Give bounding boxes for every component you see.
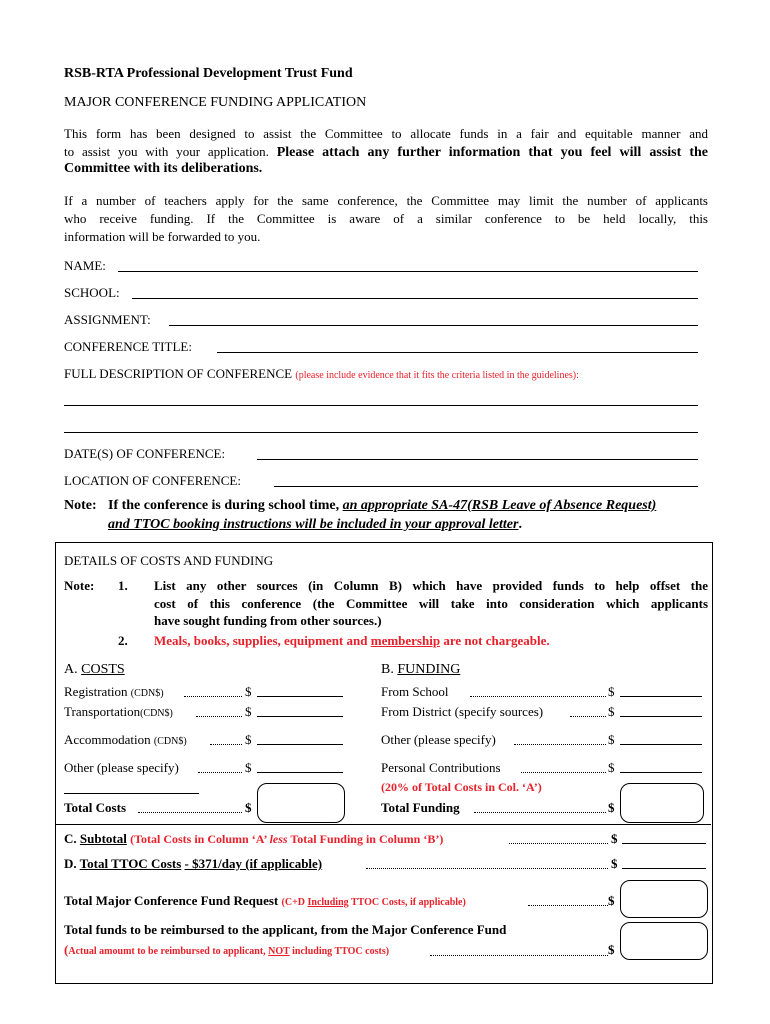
transportation-currency: $	[245, 704, 252, 719]
form-title: MAJOR CONFERENCE FUNDING APPLICATION	[64, 95, 367, 110]
total-costs-box[interactable]	[257, 783, 345, 823]
accommodation-label	[64, 732, 187, 748]
location-field[interactable]	[274, 486, 698, 487]
reimburse-label: Total funds to be reimbursed to the applicant, from the Major Conference Fund	[64, 922, 507, 937]
location-label: LOCATION OF CONFERENCE:	[64, 473, 241, 488]
request-label: Total Major Conference Fund Request	[64, 893, 279, 908]
personal-currency: $	[608, 760, 615, 775]
name-field[interactable]	[118, 271, 698, 272]
from-district-leader	[570, 716, 606, 717]
registration-currency: $	[245, 684, 252, 699]
personal-label: Personal Contributions	[381, 760, 501, 775]
ttoc-field[interactable]	[622, 868, 706, 869]
funding-other-currency: $	[608, 732, 615, 747]
costs-other-currency: $	[245, 760, 252, 775]
details-heading: DETAILS OF COSTS AND FUNDING	[64, 553, 274, 568]
subtotal-desc-start: (Total Costs in Column ‘A’	[130, 832, 267, 846]
intro-para2-line-2: who receive funding. If the Committee is aware of a similar conference to be held locally, this	[64, 211, 708, 226]
intro-line-2-start: to assist you with your application.	[64, 144, 269, 159]
reimburse-currency: $	[608, 942, 615, 957]
costs-other-label: Other (please specify)	[64, 760, 179, 775]
reimburse-note	[64, 942, 389, 958]
details-item1-line2: cost of this conference (the Committee will take into consideration which applicants	[154, 596, 708, 611]
transportation-text: Transportation	[64, 704, 141, 719]
request-note-underlined: Including	[307, 897, 349, 908]
accommodation-text: Accommodation	[64, 732, 151, 747]
transportation-label	[64, 704, 173, 720]
note-line-1	[108, 498, 656, 514]
funding-other-label: Other (please specify)	[381, 732, 496, 747]
costs-heading-letter: A.	[64, 662, 78, 677]
description-line-2[interactable]	[64, 432, 698, 433]
name-label: NAME:	[64, 258, 106, 273]
intro-para2-line-3: information will be forwarded to you.	[64, 229, 261, 244]
description-line-1[interactable]	[64, 405, 698, 406]
total-funding-label: Total Funding	[381, 800, 460, 815]
funding-other-leader	[514, 744, 606, 745]
note-line-2	[108, 517, 522, 533]
accommodation-leader	[210, 744, 242, 745]
subtotal-desc	[130, 832, 443, 846]
reimburse-leader	[430, 955, 608, 956]
costs-other-field[interactable]	[257, 772, 343, 773]
registration-leader	[184, 696, 242, 697]
fund-title: RSB-RTA Professional Development Trust Fund	[64, 66, 353, 81]
note-label: Note:	[64, 498, 97, 513]
details-item2-start: Meals, books, supplies, equipment and	[154, 633, 368, 648]
from-school-label: From School	[381, 684, 449, 699]
registration-text: Registration	[64, 684, 128, 699]
accommodation-field[interactable]	[257, 744, 343, 745]
details-item2-num: 2.	[118, 633, 128, 648]
dates-label: DATE(S) OF CONFERENCE:	[64, 446, 226, 461]
summary-divider	[56, 824, 711, 825]
total-funding-box[interactable]	[620, 783, 704, 823]
ttoc-row	[64, 856, 322, 872]
reimburse-paren: (	[64, 942, 69, 957]
request-note-start: (C+D	[281, 897, 305, 908]
details-item2	[154, 633, 550, 649]
request-currency: $	[608, 893, 615, 908]
funding-heading-letter: B.	[381, 662, 394, 677]
subtotal-leader	[509, 843, 608, 844]
funding-other-field[interactable]	[620, 744, 702, 745]
total-costs-leader	[138, 812, 242, 813]
subtotal-letter: C.	[64, 831, 77, 846]
transportation-field[interactable]	[257, 716, 343, 717]
assignment-label: ASSIGNMENT:	[64, 312, 151, 327]
school-field[interactable]	[132, 298, 698, 299]
from-district-field[interactable]	[620, 716, 702, 717]
request-note	[282, 897, 466, 908]
ttoc-letter: D.	[64, 856, 77, 871]
details-note-label: Note:	[64, 578, 95, 593]
total-funding-leader	[474, 812, 606, 813]
costs-heading	[64, 662, 125, 678]
accommodation-currency: $	[245, 732, 252, 747]
note-text-underlined: an appropriate SA-47(RSB Leave of Absence Request)	[342, 498, 657, 513]
subtotal-field[interactable]	[622, 843, 706, 844]
personal-note: (20% of Total Costs in Col. ‘A’)	[381, 780, 542, 794]
transportation-unit: (CDN$)	[140, 708, 173, 719]
intro-line-2-bold: Please attach any further information that you feel will assist the	[276, 145, 709, 160]
ttoc-leader	[366, 868, 608, 869]
conference-title-field[interactable]	[217, 352, 698, 353]
reimburse-note-end: including TTOC costs)	[292, 946, 390, 957]
note-line-2-underlined: and TTOC booking instructions will be included in your approval letter	[108, 517, 519, 532]
reimburse-note-start: Actual amoumt to be reimbursed to applicant,	[68, 946, 266, 957]
ttoc-desc: - $371/day (if applicable)	[184, 856, 323, 871]
from-school-currency: $	[608, 684, 615, 699]
from-school-leader	[470, 696, 606, 697]
total-funding-currency: $	[608, 800, 615, 815]
conference-title-label: CONFERENCE TITLE:	[64, 339, 192, 354]
transportation-leader	[196, 716, 242, 717]
details-item1-line3: have sought funding from other sources.)	[154, 613, 382, 628]
details-item2-end: are not chargeable.	[443, 633, 550, 648]
costs-other-specify-field[interactable]	[64, 793, 199, 794]
full-description-text: FULL DESCRIPTION OF CONFERENCE	[64, 366, 293, 381]
request-box[interactable]	[620, 880, 708, 918]
total-costs-label: Total Costs	[64, 800, 127, 815]
note-line-2-end: .	[518, 517, 522, 532]
full-description-hint: (please include evidence that it fits the criteria listed in the guidelines):	[295, 370, 579, 381]
note-text-start: If the conference is during school time,	[108, 498, 340, 513]
intro-para2-line-1: If a number of teachers apply for the same conference, the Committee may limit the number of applicants	[64, 193, 708, 208]
request-note-end: TTOC Costs, if applicable)	[350, 897, 466, 908]
costs-heading-text: COSTS	[81, 662, 125, 677]
assignment-field[interactable]	[169, 325, 698, 326]
personal-leader	[521, 772, 606, 773]
intro-line-1: This form has been designed to assist the Committee to allocate funds in a fair and equitable manner and	[64, 126, 708, 141]
ttoc-currency: $	[611, 856, 618, 871]
registration-label	[64, 684, 164, 700]
from-district-label: From District (specify sources)	[381, 704, 544, 719]
reimburse-note-underlined: NOT	[268, 946, 290, 957]
from-district-currency: $	[608, 704, 615, 719]
dates-field[interactable]	[257, 459, 698, 460]
personal-field[interactable]	[620, 772, 702, 773]
funding-heading	[381, 662, 460, 678]
registration-unit: (CDN$)	[130, 688, 164, 699]
total-costs-currency: $	[245, 800, 252, 815]
intro-line-2	[64, 143, 708, 161]
subtotal-currency: $	[611, 831, 618, 846]
costs-other-leader	[198, 772, 242, 773]
accommodation-unit: (CDN$)	[153, 736, 187, 747]
details-item2-underlined: membership	[370, 633, 441, 648]
request-leader	[528, 905, 608, 906]
subtotal-row	[64, 831, 443, 847]
ttoc-label: Total TTOC Costs	[79, 856, 182, 871]
funding-heading-text: FUNDING	[397, 662, 461, 677]
intro-line-3: Committee with its deliberations.	[64, 161, 263, 176]
reimburse-box[interactable]	[620, 922, 708, 960]
subtotal-label: Subtotal	[79, 831, 127, 846]
subtotal-desc-end: Total Funding in Column ‘B’)	[290, 832, 444, 846]
details-item1-line1: List any other sources (in Column B) which have provided funds to help offset the	[154, 578, 708, 593]
request-row	[64, 893, 466, 909]
details-item1-num: 1.	[118, 578, 128, 593]
subtotal-desc-italic: less	[269, 832, 288, 846]
registration-field[interactable]	[257, 696, 343, 697]
from-school-field[interactable]	[620, 696, 702, 697]
full-description-label	[64, 366, 579, 382]
school-label: SCHOOL:	[64, 285, 120, 300]
